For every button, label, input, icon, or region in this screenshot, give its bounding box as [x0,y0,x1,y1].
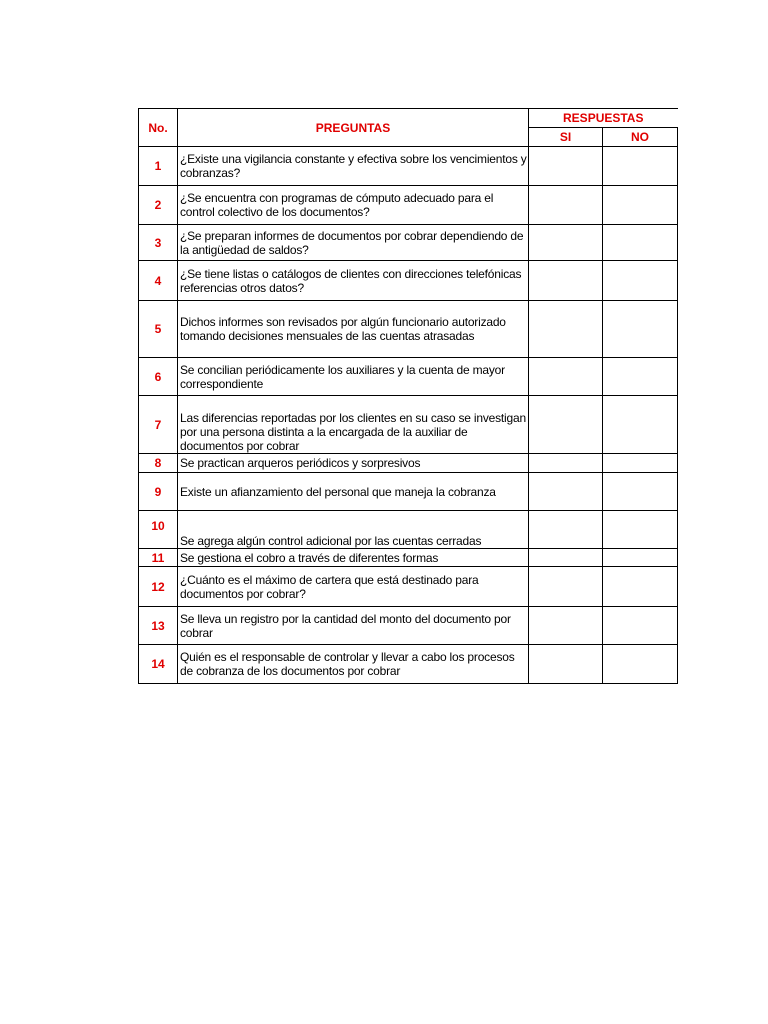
row-number: 13 [139,607,178,645]
answer-si-cell[interactable] [529,225,603,261]
question-text: Se concilian periódicamente los auxiliares y la cuenta de mayor correspondiente [178,358,529,396]
answer-no-cell[interactable] [603,567,678,607]
answer-si-cell[interactable] [529,147,603,186]
answer-no-cell[interactable] [603,607,678,645]
question-text: Se gestiona el cobro a través de diferentes formas [178,549,529,567]
answer-si-cell[interactable] [529,511,603,549]
table-row [139,549,678,567]
header-respuestas: RESPUESTAS [529,109,678,128]
answer-si-cell[interactable] [529,607,603,645]
table-row [139,454,678,473]
row-number: 3 [139,225,178,261]
question-text: Las diferencias reportadas por los clientes en su caso se investigan por una persona distinta a la encargada de la auxiliar de documentos por cobrar [178,396,529,454]
row-number: 7 [139,396,178,454]
answer-si-cell[interactable] [529,473,603,511]
answer-si-cell[interactable] [529,301,603,358]
table-row [139,645,678,684]
table-row [139,186,678,225]
question-text: Se lleva un registro por la cantidad del monto del documento por cobrar [178,607,529,645]
row-number: 5 [139,301,178,358]
questionnaire-table [138,108,678,684]
row-number: 9 [139,473,178,511]
answer-no-cell[interactable] [603,186,678,225]
question-text: ¿Existe una vigilancia constante y efectiva sobre los vencimientos y cobranzas? [178,147,529,186]
row-number: 6 [139,358,178,396]
answer-si-cell[interactable] [529,396,603,454]
answer-no-cell[interactable] [603,645,678,684]
answer-no-cell[interactable] [603,225,678,261]
header-no: No. [139,109,178,147]
table-row [139,261,678,301]
answer-no-cell[interactable] [603,454,678,473]
row-number: 14 [139,645,178,684]
question-text: Se agrega algún control adicional por las cuentas cerradas [178,511,529,549]
answer-no-cell[interactable] [603,261,678,301]
answer-no-cell[interactable] [603,147,678,186]
answer-si-cell[interactable] [529,358,603,396]
answer-no-cell[interactable] [603,301,678,358]
answer-no-cell[interactable] [603,473,678,511]
answer-si-cell[interactable] [529,549,603,567]
table-row [139,301,678,358]
table-row [139,511,678,549]
question-text: Existe un afianzamiento del personal que maneja la cobranza [178,473,529,511]
question-text: ¿Cuánto es el máximo de cartera que está destinado para documentos por cobrar? [178,567,529,607]
row-number: 11 [139,549,178,567]
question-text: Dichos informes son revisados por algún funcionario autorizado tomando decisiones mensuales de las cuentas atrasadas [178,301,529,358]
question-text: Quién es el responsable de controlar y llevar a cabo los procesos de cobranza de los documentos por cobrar [178,645,529,684]
header-no-answer: NO [603,128,678,147]
question-text: ¿Se encuentra con programas de cómputo adecuado para el control colectivo de los documentos? [178,186,529,225]
table-row [139,607,678,645]
answer-si-cell[interactable] [529,454,603,473]
row-number: 1 [139,147,178,186]
answer-si-cell[interactable] [529,186,603,225]
row-number: 12 [139,567,178,607]
question-text: Se practican arqueros periódicos y sorpresivos [178,454,529,473]
answer-no-cell[interactable] [603,549,678,567]
table-row [139,396,678,454]
answer-si-cell[interactable] [529,261,603,301]
answer-si-cell[interactable] [529,567,603,607]
row-number: 10 [139,511,178,549]
table-row [139,567,678,607]
header-si: SI [529,128,603,147]
question-text: ¿Se tiene listas o catálogos de clientes con direcciones telefónicas referencias otros datos? [178,261,529,301]
row-number: 2 [139,186,178,225]
table-row [139,358,678,396]
answer-no-cell[interactable] [603,511,678,549]
answer-no-cell[interactable] [603,396,678,454]
table-row [139,473,678,511]
row-number: 8 [139,454,178,473]
table-row [139,225,678,261]
answer-no-cell[interactable] [603,358,678,396]
question-text: ¿Se preparan informes de documentos por cobrar dependiendo de la antigüedad de saldos? [178,225,529,261]
table-row [139,147,678,186]
answer-si-cell[interactable] [529,645,603,684]
row-number: 4 [139,261,178,301]
header-preguntas: PREGUNTAS [178,109,529,147]
